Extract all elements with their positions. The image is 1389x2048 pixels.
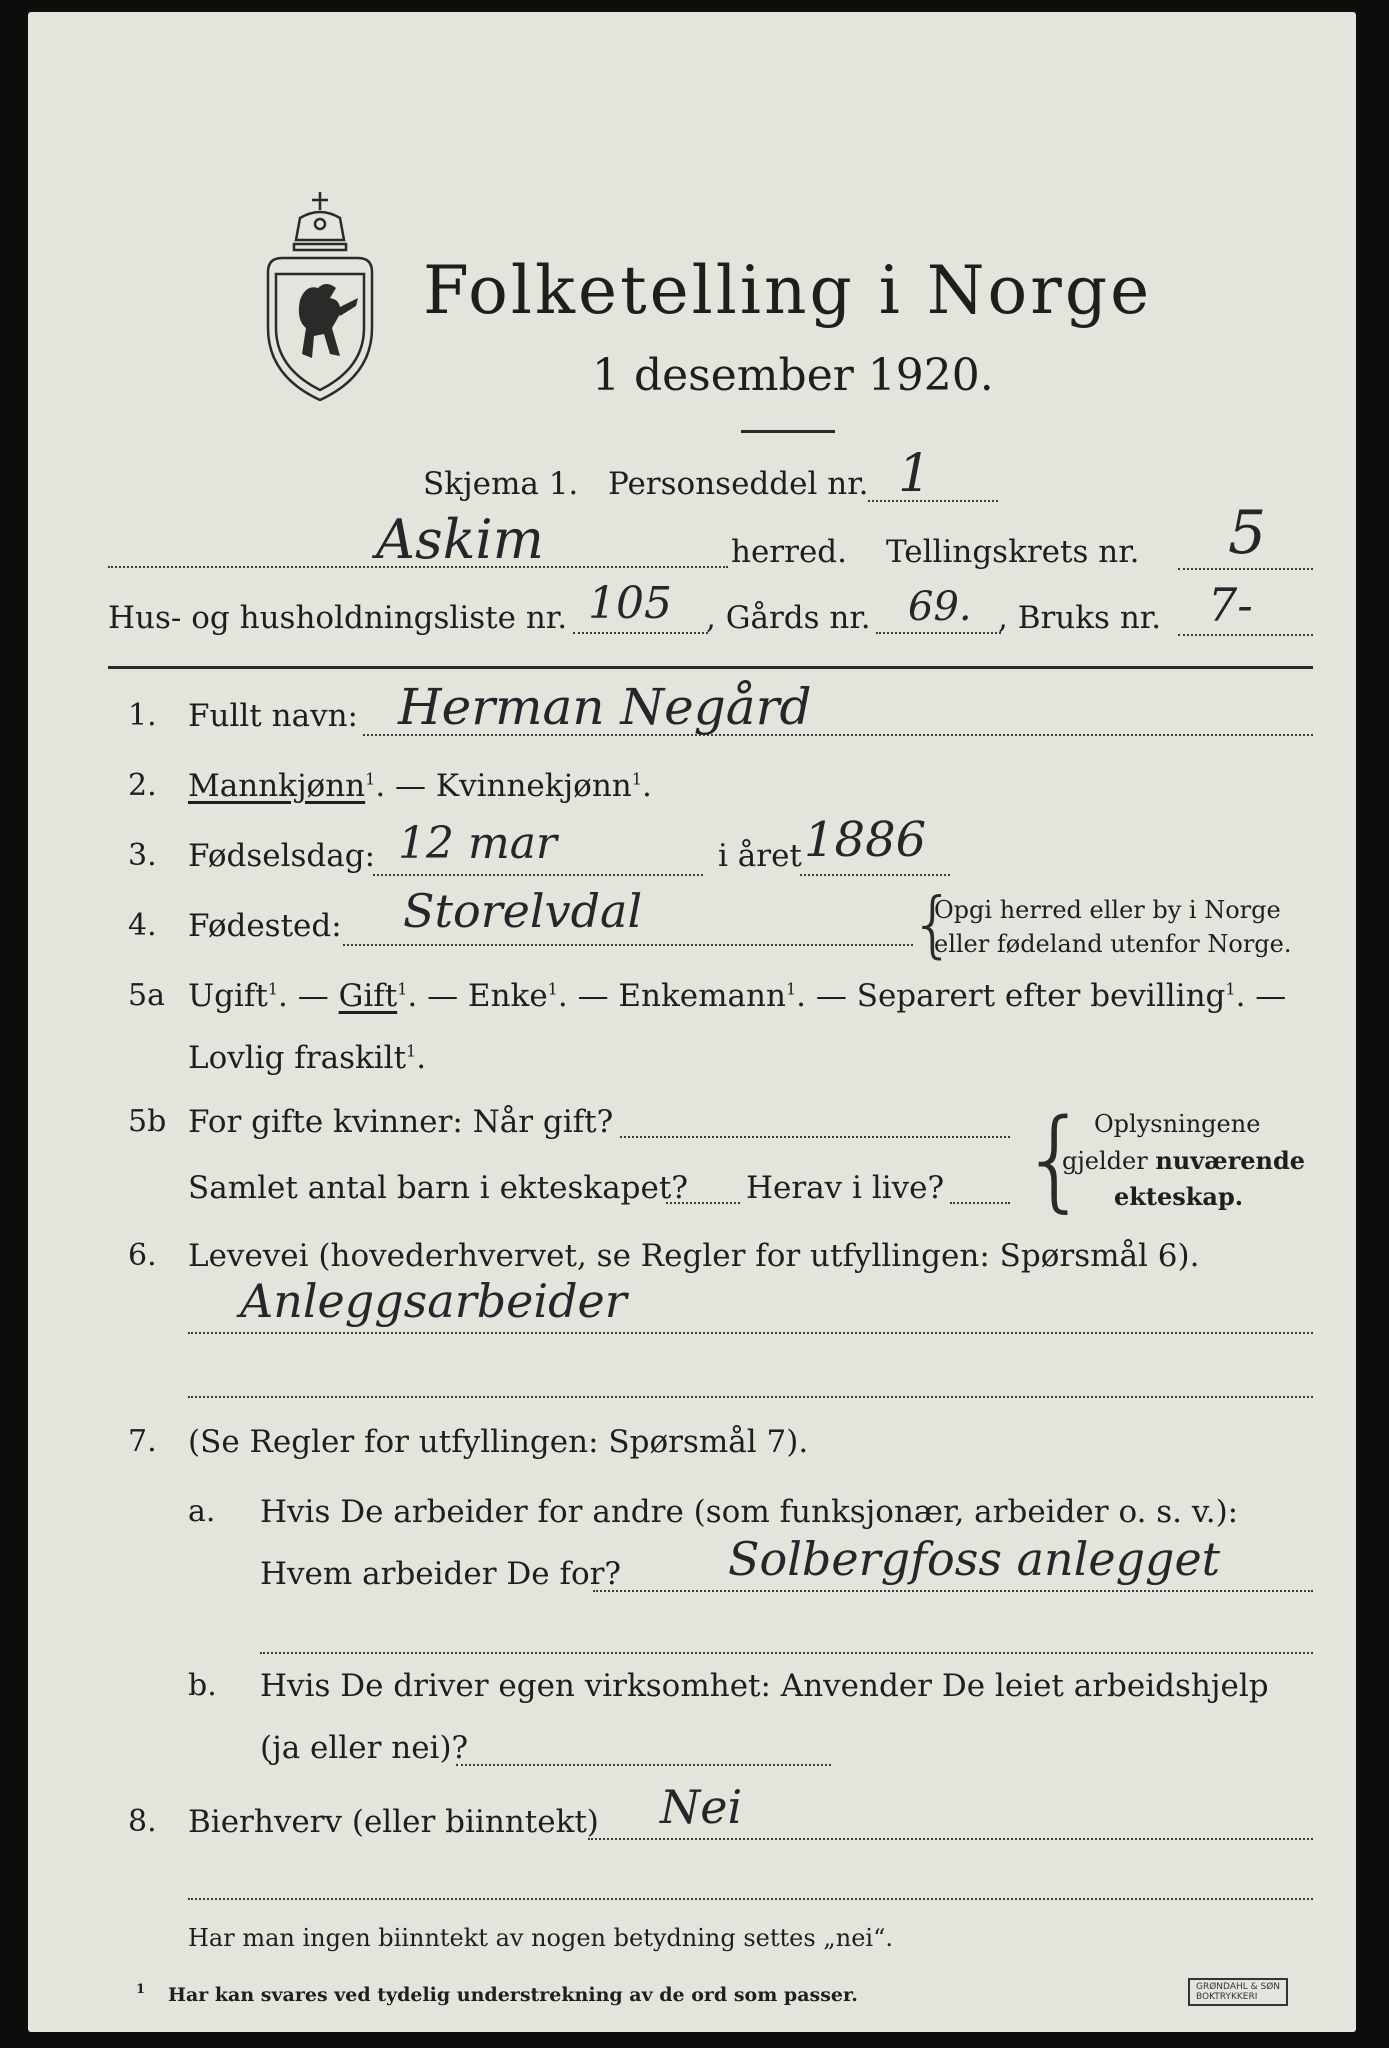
herred-value[interactable]: Askim: [376, 508, 544, 571]
q7-label: (Se Regler for utfyllingen: Spørsmål 7).: [188, 1424, 809, 1460]
gender-end: .: [641, 768, 652, 804]
q5b-brace: {: [1020, 1095, 1090, 1223]
header-rule: [108, 666, 1313, 669]
gender-female[interactable]: . — Kvinnekjønn: [375, 768, 632, 804]
birth-date-value[interactable]: 12 mar: [398, 818, 557, 869]
sup-mark: 1: [397, 979, 408, 999]
q7b-label: Hvis De driver egen virksomhet: Anvender De leiet arbeidshjelp: [260, 1668, 1269, 1704]
q5b-alive-line: [950, 1202, 1010, 1204]
form-title: Folketelling i Norge: [423, 252, 1153, 329]
q8-line: [588, 1838, 1313, 1840]
q1-number: 1.: [128, 698, 157, 733]
sup-mark: 1: [406, 1041, 417, 1061]
fraskilt-end: .: [416, 1040, 427, 1076]
q5a-number: 5a: [128, 978, 165, 1013]
q6-label: Levevei (hovederhvervet, se Regler for utfyllingen: Spørsmål 6).: [188, 1238, 1200, 1274]
sup-mark: 1: [631, 769, 642, 789]
q4-label: Fødested:: [188, 908, 342, 944]
q4-brace: {: [910, 882, 956, 966]
census-form-sheet: [28, 12, 1356, 2032]
printer-stamp: [1188, 1978, 1288, 2006]
bruks-value[interactable]: 7-: [1208, 578, 1253, 632]
marital-enkemann[interactable]: . — Enkemann: [557, 978, 786, 1014]
q6-line2: [188, 1396, 1313, 1398]
herred-label: herred.: [731, 534, 847, 570]
q7-number: 7.: [128, 1424, 157, 1459]
personseddel-value[interactable]: 1: [898, 444, 932, 504]
gards-line: [876, 632, 1001, 634]
q5b-alive-label: Herav i live?: [746, 1170, 945, 1206]
q5b-children-line: [666, 1202, 740, 1204]
q5b-note-bold: nuværende: [1155, 1146, 1306, 1175]
q5b-number: 5b: [128, 1104, 167, 1139]
marital-fraskilt[interactable]: [188, 1040, 426, 1076]
tellingskrets-label: Tellingskrets nr.: [886, 534, 1140, 570]
q8-number: 8.: [128, 1804, 157, 1839]
personseddel-line: [868, 500, 998, 502]
q7a-letter: a.: [188, 1494, 216, 1529]
occupation-value[interactable]: Anleggsarbeider: [240, 1274, 627, 1328]
q7b-sub-label: (ja eller nei)?: [260, 1730, 469, 1766]
q3-line: [373, 874, 703, 876]
q1-label: Fullt navn:: [188, 698, 358, 734]
hus-label: Hus- og husholdningsliste nr.: [108, 600, 568, 636]
q5b-note-line1: Oplysningene: [1094, 1110, 1261, 1138]
bruks-line: [1178, 634, 1313, 636]
q7a-label: Hvis De arbeider for andre (som funksjonær, arbeider o. s. v.):: [260, 1494, 1239, 1530]
birthplace-value[interactable]: Storelvdal: [403, 884, 643, 938]
q4-number: 4.: [128, 908, 157, 943]
q5b-label: For gifte kvinner: Når gift?: [188, 1104, 614, 1140]
gender-male[interactable]: Mannkjønn: [188, 768, 366, 804]
q5b-note-line3: ekteskap.: [1114, 1182, 1244, 1211]
tellingskrets-line: [1178, 568, 1313, 570]
tellingskrets-value[interactable]: 5: [1228, 498, 1267, 568]
q7a-line: [593, 1590, 1313, 1592]
q3-year-line: [800, 874, 950, 876]
q8-label: Bierhverv (eller biinntekt): [188, 1804, 599, 1840]
footnote-text: Har kan svares ved tydelig understrekning av de ord som passer.: [168, 1984, 858, 2006]
q7a-line2: [260, 1652, 1313, 1654]
q5b-married-line: [620, 1136, 1010, 1138]
marital-options: [188, 978, 1286, 1014]
hus-line: [573, 632, 708, 634]
coat-of-arms-icon: [260, 188, 380, 408]
q7a-who-label: Hvem arbeider De for?: [260, 1556, 622, 1592]
sup-mark: 1: [1225, 979, 1236, 999]
stamp-line2: BOKTRYKKERI: [1196, 1992, 1258, 2002]
q7b-letter: b.: [188, 1668, 217, 1703]
skjema-label: Skjema 1.: [423, 466, 579, 502]
sup-mark: 1: [267, 979, 279, 999]
marital-gift[interactable]: Gift: [338, 978, 398, 1014]
employer-value[interactable]: Solbergfoss anlegget: [728, 1532, 1221, 1586]
footnote-mark: 1: [136, 1982, 146, 1997]
gender-options: [188, 768, 652, 804]
full-name-value[interactable]: Herman Negård: [398, 678, 812, 736]
q3-number: 3.: [128, 838, 157, 873]
hus-value[interactable]: 105: [588, 578, 672, 629]
personseddel-label: Personseddel nr.: [608, 466, 869, 502]
q6-line1: [188, 1332, 1313, 1334]
sup-mark: 1: [785, 979, 797, 999]
q5b-note-line2: [1062, 1146, 1305, 1175]
separator: . —: [278, 978, 339, 1014]
census-date: 1 desember 1920.: [592, 350, 994, 401]
biinntekt-note: Har man ingen biinntekt av nogen betydning settes „nei“.: [188, 1924, 893, 1952]
q5b-children-label: Samlet antal barn i ekteskapet?: [188, 1170, 688, 1206]
q4-note-line2: eller fødeland utenfor Norge.: [934, 930, 1292, 958]
q5b-note-gjelder: gjelder: [1062, 1147, 1156, 1175]
gards-label: , Gårds nr.: [706, 600, 871, 636]
q4-note-line1: Opgi herred eller by i Norge: [934, 896, 1281, 924]
birth-year-value[interactable]: 1886: [804, 812, 927, 868]
title-divider: [741, 430, 835, 433]
q8-line2: [188, 1898, 1313, 1900]
q3-year-label: i året: [718, 838, 802, 874]
stamp-line1: GRØNDAHL & SØN: [1196, 1982, 1281, 1992]
sup-mark: 1: [365, 769, 376, 789]
q7b-line: [456, 1764, 831, 1766]
q3-label: Fødselsdag:: [188, 838, 376, 874]
bruks-label: , Bruks nr.: [998, 600, 1162, 636]
marital-ugift[interactable]: Ugift: [188, 978, 268, 1014]
separator: . —: [1235, 978, 1287, 1014]
side-income-value[interactable]: Nei: [660, 1780, 743, 1834]
marital-enke[interactable]: . — Enke: [407, 978, 548, 1014]
marital-separert[interactable]: . — Separert efter bevilling: [796, 978, 1226, 1014]
sup-mark: 1: [547, 979, 558, 999]
q6-number: 6.: [128, 1238, 157, 1273]
q4-line: [343, 944, 913, 946]
fraskilt-label: Lovlig fraskilt: [188, 1040, 407, 1076]
q2-number: 2.: [128, 768, 157, 803]
gards-value[interactable]: 69.: [908, 584, 972, 630]
